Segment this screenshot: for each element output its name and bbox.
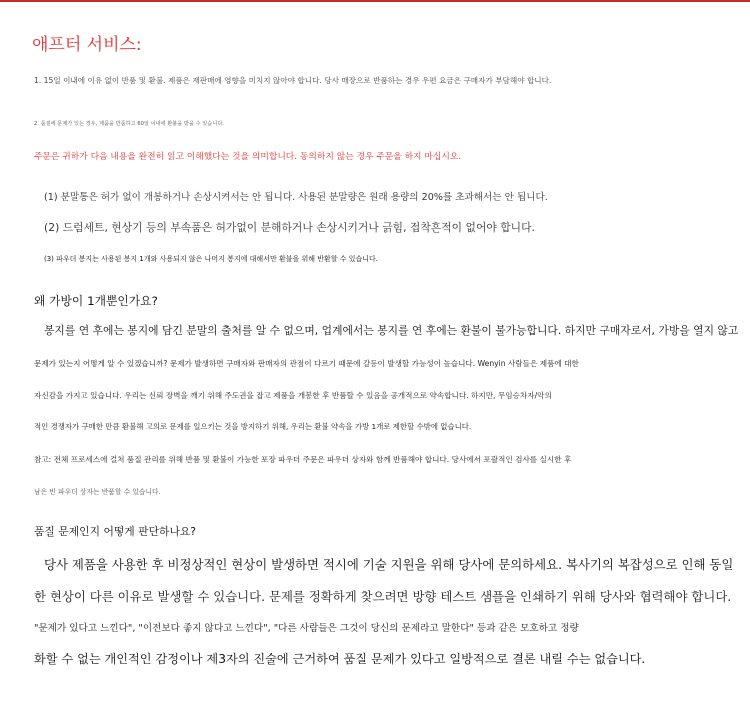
bag-paragraph-line: 봉지를 연 후에는 봉지에 담긴 분말의 출처를 알 수 없으며, 업계에서는 봉지를 연 후에는 환불이 불가능합니다. 하지만 구매자로서, 가방을 열지 않고 <box>44 324 739 337</box>
condition-item: (2) 드럼세트, 현상기 등의 부속품은 허가없이 분해하거나 손상시키거나 긁힘, 접착흔적이 없어야 합니다. <box>44 221 535 234</box>
bag-note-line: 참고: 전체 프로세스에 걸쳐 품질 관리를 위해 반품 및 환불이 가능한 포장 파우더 주문은 파우더 상자와 함께 반품해야 합니다. 당사에서 포괄적인 검사를 실시한 후 <box>34 455 572 464</box>
top-divider <box>0 0 750 2</box>
bag-paragraph-line: 문제가 있는지 어떻게 알 수 있겠습니까? 문제가 발생하면 구매자와 판매자의 관점이 다르기 때문에 갈등이 발생할 가능성이 높습니다. Wenyin 사람들은 제품에 대한 <box>34 359 579 368</box>
quality-paragraph-line: "문제가 있다고 느낀다", "이전보다 좋지 않다고 느낀다", "다른 사람들은 그것이 당신의 문제라고 말한다" 등과 같은 모호하고 정량 <box>34 623 579 634</box>
condition-item: (1) 분말통은 허가 없이 개봉하거나 손상시켜서는 안 됩니다. 사용된 분말량은 원래 용량의 20%를 초과해서는 안 됩니다. <box>44 192 548 203</box>
quality-paragraph-line: 화할 수 없는 개인적인 감정이나 제3자의 진술에 근거하여 품질 문제가 있다고 일방적으로 결론 내릴 수는 없습니다. <box>34 652 646 666</box>
bag-paragraph-line: 적인 경쟁자가 구매한 만큼 환불해 고의로 문제를 일으키는 것을 방지하기 위해, 우리는 환불 약속을 가방 1개로 제한할 수밖에 없습니다. <box>34 422 472 431</box>
quality-section-heading: 품질 문제인지 어떻게 판단하나요? <box>34 525 197 538</box>
section-title: 애프터 서비스: <box>32 35 142 55</box>
policy-line-2: 2. 품질에 문제가 있는 경우, 제품을 반품하고 60일 이내에 환불을 받을 수 있습니다. <box>34 121 224 127</box>
quality-paragraph-line: 당사 제품을 사용한 후 비정상적인 현상이 발생하면 적시에 기술 지원을 위해 당사에 문의하세요. 복사기의 복잡성으로 인해 동일 <box>44 557 734 572</box>
bag-note-line: 남은 빈 파우더 상자는 반품할 수 있습니다. <box>34 488 161 496</box>
bag-paragraph-line: 자신감을 가지고 있습니다. 우리는 신뢰 장벽을 깨기 위해 주도권을 잡고 제품을 개봉한 후 반품할 수 있음을 공개적으로 약속합니다. 하지만, 무임승차자/악의 <box>34 391 552 400</box>
policy-line-1: 1. 15일 이내에 이유 없이 반품 및 환불. 제품은 재판매에 영향을 미치지 않아야 합니다. 당사 매장으로 반품하는 경우 우편 요금은 구매자가 부담해야 합니다. <box>34 76 552 85</box>
quality-paragraph-line: 한 현상이 다른 이유로 발생할 수 있습니다. 문제를 정확하게 찾으려면 방향 테스트 샘플을 인쇄하기 위해 당사와 협력해야 합니다. <box>34 589 732 604</box>
bag-section-heading: 왜 가방이 1개뿐인가요? <box>34 294 158 308</box>
order-warning-text: 주문은 귀하가 다음 내용을 완전히 읽고 이해했다는 것을 의미합니다. 동의하지 않는 경우 주문을 하지 마십시오. <box>34 152 462 162</box>
condition-item: (3) 파우더 봉지는 사용된 봉지 1개와 사용되지 않은 나머지 봉지에 대해서만 환불을 위해 반환할 수 있습니다. <box>44 255 378 263</box>
